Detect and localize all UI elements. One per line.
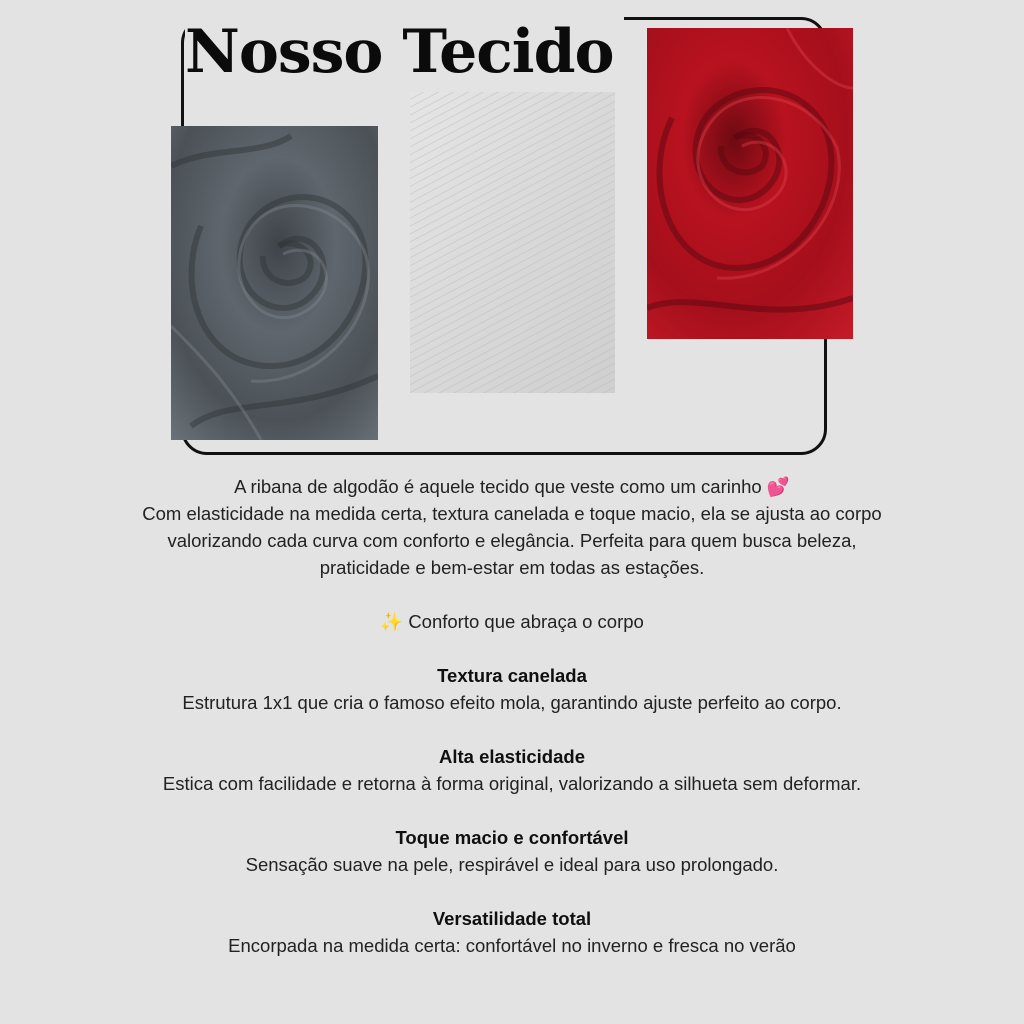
- white-fabric-image: [410, 83, 615, 393]
- feature-text: Estica com facilidade e retorna à forma original, valorizando a silhueta sem deformar.: [162, 773, 862, 794]
- feature-text: Estrutura 1x1 que cria o famoso efeito mola, garantindo ajuste perfeito ao corpo.: [182, 692, 842, 713]
- gray-fabric-image: [171, 126, 378, 440]
- feature-text: Sensação suave na pele, respirável e ideal para uso prolongado.: [245, 854, 779, 875]
- feature-text: Encorpada na medida certa: confortável no inverno e fresca no verão: [228, 935, 796, 956]
- intro-paragraph: Com elasticidade na medida certa, textura canelada e toque macio, ela se ajusta ao corpo valorizando cada curva com conforto e elegância. Perfeita para quem busca beleza, praticidade e bem-estar em todas as estações.: [142, 503, 882, 578]
- feature-title: Versatilidade total: [432, 908, 592, 929]
- feature-title: Textura canelada: [437, 665, 587, 686]
- description-block: [120, 473, 904, 959]
- highlight-line: ✨ Conforto que abraça o corpo: [380, 611, 644, 632]
- red-fabric-image: [647, 28, 853, 339]
- page-title: Nosso Tecido: [185, 12, 624, 92]
- feature-title: Alta elasticidade: [438, 746, 585, 767]
- intro-line: A ribana de algodão é aquele tecido que veste como um carinho 💕: [234, 476, 790, 497]
- feature-title: Toque macio e confortável: [395, 827, 629, 848]
